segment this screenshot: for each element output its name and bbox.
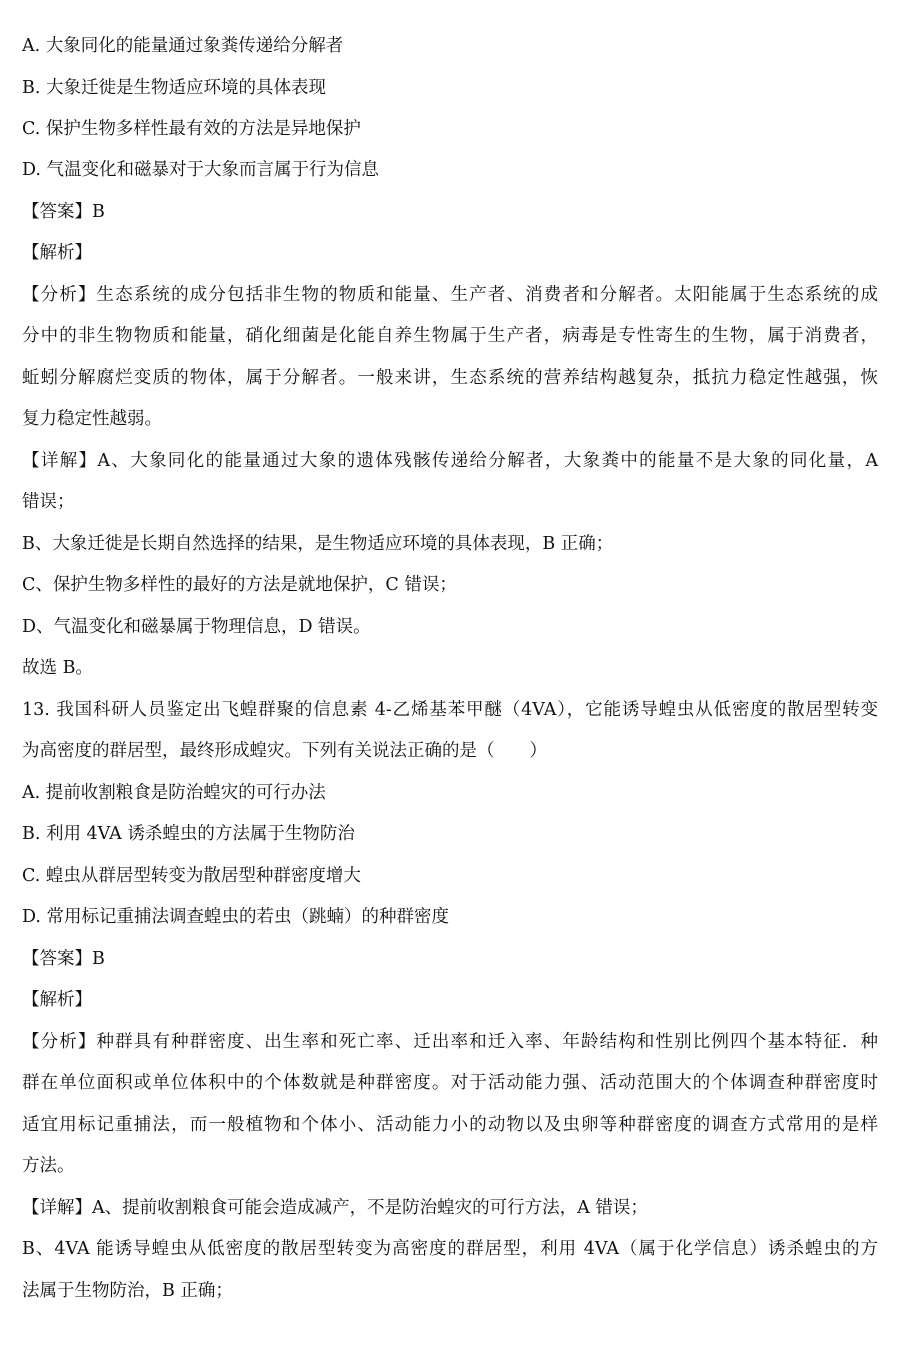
option-a-q12: A. 大象同化的能量通过象粪传递给分解者 xyxy=(22,36,344,56)
analysis-text-line: 【分析】生态系统的成分包括非生物的物质和能量、生产者、消费者和分解者。太阳能属于生态系统的成 xyxy=(22,285,878,305)
detail-text-line: 【详解】A、提前收割粮食可能会造成减产，不是防治蝗灾的可行方法，A 错误； xyxy=(22,1198,648,1218)
answer-label-q12: 【答案】B xyxy=(22,202,105,222)
option-c-q12: C. 保护生物多样性最有效的方法是异地保护 xyxy=(22,119,361,139)
analysis-heading-q12: 【解析】 xyxy=(22,243,92,263)
analysis-text-line: 群在单位面积或单位体积中的个体数就是种群密度。对于活动能力强、活动范围大的个体调查种群密度时 xyxy=(22,1073,878,1093)
detail-text-line: 法属于生物防治，B 正确； xyxy=(22,1281,233,1301)
analysis-text-line: 复力稳定性越弱。 xyxy=(22,409,162,429)
detail-text-line: 【详解】A、大象同化的能量通过大象的遗体残骸传递给分解者，大象粪中的能量不是大象的同化量，A xyxy=(22,451,878,471)
option-c-q13: C. 蝗虫从群居型转变为散居型种群密度增大 xyxy=(22,866,361,886)
analysis-text-line: 【分析】种群具有种群密度、出生率和死亡率、迁出率和迁入率、年龄结构和性别比例四个基本特征．种 xyxy=(22,1032,878,1052)
analysis-text-line: 蚯蚓分解腐烂变质的物体，属于分解者。一般来讲，生态系统的营养结构越复杂，抵抗力稳定性越强，恢 xyxy=(22,368,878,388)
question-13-stem: 为高密度的群居型，最终形成蝗灾。下列有关说法正确的是（ ） xyxy=(22,741,547,761)
option-b-q12: B. 大象迁徙是生物适应环境的具体表现 xyxy=(22,78,326,98)
analysis-heading-q13: 【解析】 xyxy=(22,990,92,1010)
option-d-q12: D. 气温变化和磁暴对于大象而言属于行为信息 xyxy=(22,160,380,180)
analysis-text-line: 适宜用标记重捕法，而一般植物和个体小、活动能力小的动物以及虫卵等种群密度的调查方式常用的是样 xyxy=(22,1115,878,1135)
detail-text-line: D、气温变化和磁暴属于物理信息，D 错误。 xyxy=(22,617,371,637)
detail-text-line: B、大象迁徙是长期自然选择的结果，是生物适应环境的具体表现，B 正确； xyxy=(22,534,614,554)
detail-text-line: C、保护生物多样性的最好的方法是就地保护，C 错误； xyxy=(22,575,457,595)
analysis-text-line: 分中的非生物物质和能量，硝化细菌是化能自养生物属于生产者，病毒是专性寄生的生物，属于消费者， xyxy=(22,326,878,346)
detail-text-line: 错误； xyxy=(22,492,75,512)
option-d-q13: D. 常用标记重捕法调查蝗虫的若虫（跳蝻）的种群密度 xyxy=(22,907,450,927)
analysis-text-line: 方法。 xyxy=(22,1156,75,1176)
question-13-stem: 13. 我国科研人员鉴定出飞蝗群聚的信息素 4-乙烯基苯甲醚（4VA），它能诱导蝗虫从低密度的散居型转变 xyxy=(22,700,878,720)
detail-text-line: B、4VA 能诱导蝗虫从低密度的散居型转变为高密度的群居型，利用 4VA（属于化学信息）诱杀蝗虫的方 xyxy=(22,1239,878,1259)
conclusion-text: 故选 B。 xyxy=(22,658,93,678)
option-a-q13: A. 提前收割粮食是防治蝗灾的可行办法 xyxy=(22,783,326,803)
option-b-q13: B. 利用 4VA 诱杀蝗虫的方法属于生物防治 xyxy=(22,824,355,844)
answer-label-q13: 【答案】B xyxy=(22,949,105,969)
